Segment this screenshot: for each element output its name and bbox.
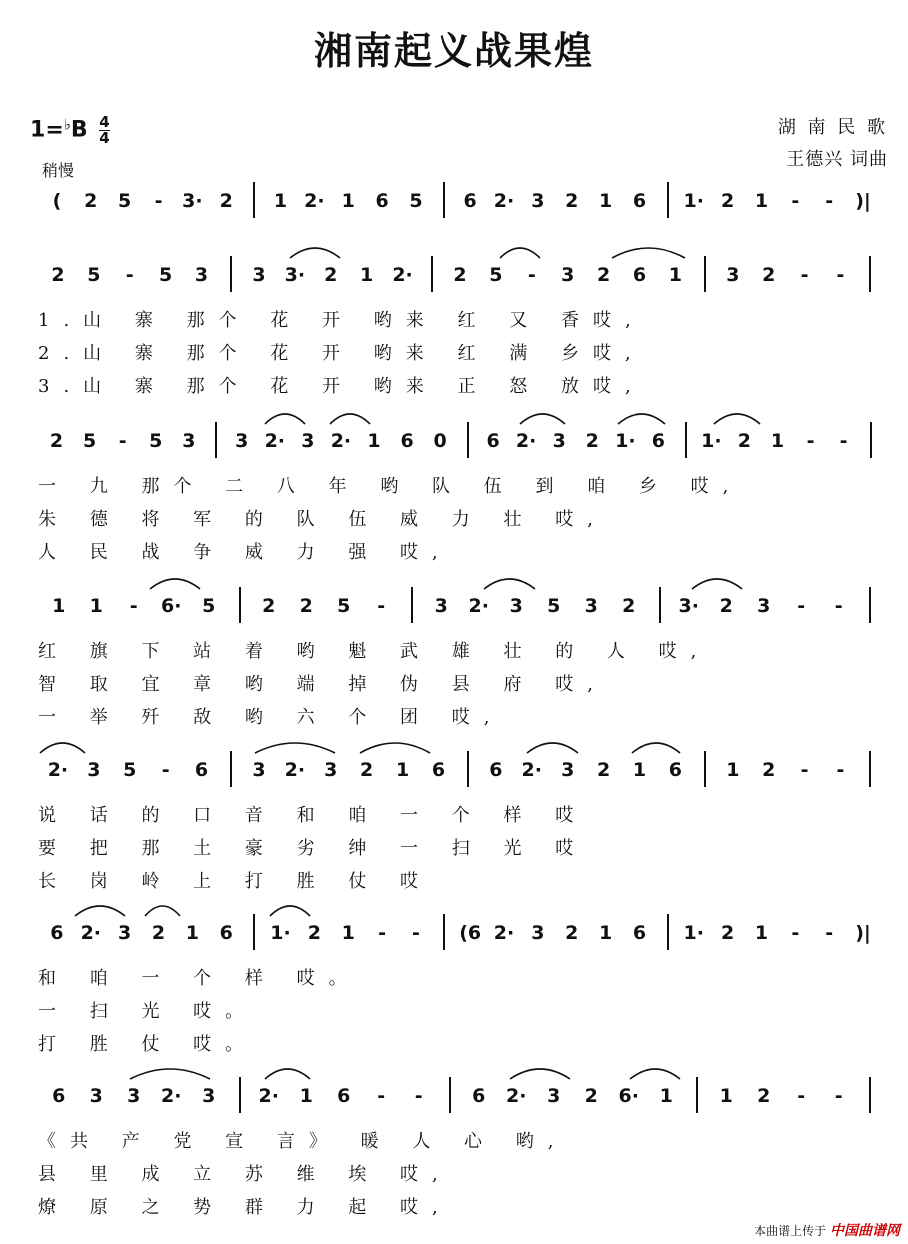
notation-row bbox=[0, 593, 908, 623]
note: - bbox=[834, 1085, 843, 1107]
note: - bbox=[834, 595, 843, 617]
key-equals: = bbox=[45, 117, 64, 143]
note: 2 bbox=[737, 430, 752, 452]
note: - bbox=[125, 264, 134, 286]
note: 3 bbox=[127, 1085, 141, 1107]
note: - bbox=[800, 759, 809, 781]
slur bbox=[630, 1069, 680, 1079]
note: - bbox=[377, 595, 386, 617]
bar-line bbox=[253, 914, 255, 950]
bar-line bbox=[869, 587, 871, 623]
slur bbox=[692, 579, 742, 589]
note: 1 bbox=[341, 190, 355, 212]
key-tonic: 1 bbox=[30, 117, 46, 143]
notation-row bbox=[0, 1083, 908, 1113]
note: )| bbox=[855, 922, 871, 944]
notation-row bbox=[0, 188, 908, 218]
note: - bbox=[791, 190, 800, 212]
slur bbox=[330, 414, 370, 424]
note: 1· bbox=[683, 922, 704, 944]
note: 3 bbox=[89, 1085, 103, 1107]
bar-line bbox=[667, 182, 669, 218]
bar-line bbox=[685, 422, 687, 458]
bar-line bbox=[431, 256, 433, 292]
note: 3 bbox=[252, 264, 266, 286]
note: 1· bbox=[701, 430, 722, 452]
note: 3 bbox=[252, 759, 266, 781]
note: 3 bbox=[552, 430, 566, 452]
note: 6 bbox=[651, 430, 666, 452]
slur bbox=[130, 1069, 210, 1079]
lyric-line: 一 扫 光 哎。 bbox=[38, 1001, 258, 1022]
notation-row bbox=[0, 920, 908, 950]
note: 1 bbox=[632, 759, 647, 781]
flat-icon: ♭ bbox=[63, 115, 71, 134]
note: 2· bbox=[330, 430, 352, 452]
lyric-line: 一 九 那个 二 八 年 哟 队 伍 到 咱 乡 哎, bbox=[38, 476, 743, 497]
note: 5 bbox=[202, 595, 216, 617]
lyric-line: 一 举 歼 敌 哟 六 个 团 哎, bbox=[38, 707, 504, 728]
time-signature-top: 4 bbox=[99, 113, 110, 131]
note: - bbox=[836, 264, 845, 286]
note: (6 bbox=[459, 922, 482, 944]
note: 6 bbox=[472, 1085, 486, 1107]
note: - bbox=[527, 264, 536, 286]
note: - bbox=[797, 1085, 806, 1107]
note: 5 bbox=[87, 264, 101, 286]
note: 1 bbox=[367, 430, 381, 452]
note: 2 bbox=[757, 1085, 771, 1107]
time-signature-bottom: 4 bbox=[99, 129, 110, 147]
bar-line bbox=[239, 1077, 241, 1113]
note: 2 bbox=[596, 264, 611, 286]
note: 6 bbox=[52, 1085, 66, 1107]
note: 3· bbox=[284, 264, 306, 286]
note: - bbox=[377, 1085, 386, 1107]
note: 6 bbox=[463, 190, 477, 212]
note: 2· bbox=[392, 264, 413, 286]
bar-line bbox=[449, 1077, 451, 1113]
note: 2 bbox=[585, 430, 599, 452]
lyric-line: 2.山 寨 那个 花 开 哟来 红 满 乡哎, bbox=[38, 343, 645, 364]
note: 6 bbox=[375, 190, 389, 212]
origin-credit: 湖 南 民 歌 bbox=[777, 117, 888, 138]
note: 1 bbox=[52, 595, 66, 617]
slur bbox=[510, 1069, 570, 1079]
note: 6 bbox=[632, 190, 647, 212]
note: 6 bbox=[486, 430, 500, 452]
note: 3· bbox=[678, 595, 699, 617]
note: - bbox=[414, 1085, 423, 1107]
note: 5 bbox=[489, 264, 503, 286]
bar-line bbox=[869, 256, 871, 292]
note: 3 bbox=[547, 1085, 561, 1107]
site-brand: 中国曲谱网 bbox=[830, 1223, 900, 1239]
note: 3 bbox=[182, 430, 196, 452]
key-signature bbox=[30, 115, 110, 146]
note: - bbox=[378, 922, 387, 944]
note: 2· bbox=[258, 1085, 279, 1107]
slur bbox=[75, 906, 125, 916]
time-signature bbox=[99, 115, 109, 146]
note: 1 bbox=[719, 1085, 733, 1107]
slur bbox=[500, 248, 540, 258]
lyric-line: 1.山 寨 那个 花 开 哟来 红 又 香哎, bbox=[38, 310, 645, 331]
note: 2 bbox=[622, 595, 636, 617]
note: 2 bbox=[453, 264, 467, 286]
slur bbox=[484, 579, 535, 589]
lyric-line: 燎 原 之 势 群 力 起 哎, bbox=[38, 1197, 452, 1218]
note: 6 bbox=[632, 922, 647, 944]
note: ( bbox=[52, 190, 62, 212]
note: 1 bbox=[341, 922, 355, 944]
lyric-line: 县 里 成 立 苏 维 埃 哎, bbox=[38, 1164, 452, 1185]
bar-line bbox=[443, 914, 445, 950]
note: 5 bbox=[547, 595, 561, 617]
note: 2· bbox=[493, 190, 515, 212]
note: 5 bbox=[82, 430, 97, 452]
slur bbox=[612, 248, 685, 258]
note: 3 bbox=[561, 264, 575, 286]
notation-row bbox=[0, 262, 908, 292]
note: - bbox=[836, 759, 845, 781]
slur bbox=[40, 743, 85, 753]
note: - bbox=[129, 595, 138, 617]
note: 3 bbox=[561, 759, 575, 781]
note: 2· bbox=[80, 922, 102, 944]
note: 6 bbox=[668, 759, 682, 781]
slur bbox=[255, 743, 335, 753]
slur bbox=[618, 414, 665, 424]
note: 1 bbox=[360, 264, 374, 286]
note: - bbox=[797, 595, 806, 617]
note: 2· bbox=[521, 759, 543, 781]
note: - bbox=[825, 922, 834, 944]
note: 1 bbox=[599, 190, 613, 212]
note: 2 bbox=[596, 759, 611, 781]
note: 6 bbox=[219, 922, 233, 944]
note: 3 bbox=[87, 759, 101, 781]
slur bbox=[632, 743, 680, 753]
bar-line bbox=[443, 182, 445, 218]
note: 5 bbox=[149, 430, 163, 452]
note: 1 bbox=[726, 759, 740, 781]
note: 3 bbox=[118, 922, 132, 944]
bar-line bbox=[230, 751, 232, 787]
note: 2· bbox=[515, 430, 537, 452]
note: 2 bbox=[151, 922, 166, 944]
note: - bbox=[412, 922, 420, 944]
note: 1 bbox=[599, 922, 613, 944]
note: 6· bbox=[618, 1085, 639, 1107]
bar-line bbox=[253, 182, 255, 218]
slur bbox=[290, 248, 340, 258]
note: 2 bbox=[565, 190, 579, 212]
slur bbox=[145, 906, 180, 916]
note: 2 bbox=[584, 1085, 598, 1107]
note: 3 bbox=[531, 922, 545, 944]
note: - bbox=[154, 190, 163, 212]
note: 2 bbox=[84, 190, 98, 212]
note: 6 bbox=[194, 759, 209, 781]
note: 3 bbox=[509, 595, 523, 617]
note: - bbox=[118, 430, 127, 452]
upload-footer bbox=[754, 1220, 900, 1240]
note: 3 bbox=[301, 430, 315, 452]
note: 2 bbox=[324, 264, 338, 286]
song-title: 湘南起义战果煌 bbox=[313, 28, 594, 73]
lyric-line: 红 旗 下 站 着 哟 魁 武 雄 壮 的 人 哎, bbox=[38, 641, 711, 662]
note: 1 bbox=[299, 1085, 313, 1107]
lyric-line: 打 胜 仗 哎。 bbox=[38, 1034, 258, 1055]
bar-line bbox=[869, 751, 871, 787]
note: 2 bbox=[565, 922, 579, 944]
bar-line bbox=[659, 587, 661, 623]
author-credit: 王德兴 词曲 bbox=[786, 149, 888, 170]
note: 6 bbox=[337, 1085, 351, 1107]
note: 2 bbox=[51, 264, 65, 286]
note: 2 bbox=[360, 759, 374, 781]
note: 2 bbox=[762, 264, 776, 286]
slur bbox=[520, 414, 565, 424]
note: 2· bbox=[284, 759, 306, 781]
note: 1 bbox=[273, 190, 288, 212]
note: 2· bbox=[304, 190, 325, 212]
footer-text: 本曲谱上传于 bbox=[754, 1224, 827, 1238]
note: 3 bbox=[235, 430, 249, 452]
note: 3 bbox=[434, 595, 448, 617]
note: 3 bbox=[584, 595, 598, 617]
lyric-line: 长 岗 岭 上 打 胜 仗 哎 bbox=[38, 871, 433, 892]
note: 1· bbox=[615, 430, 636, 452]
note: 3 bbox=[194, 264, 209, 286]
lyric-line: 说 话 的 口 音 和 咱 一 个 样 哎 bbox=[38, 805, 588, 826]
note: 3 bbox=[202, 1085, 216, 1107]
slur bbox=[265, 1069, 310, 1079]
note: 2· bbox=[493, 922, 515, 944]
note: 6 bbox=[400, 430, 414, 452]
note: 2· bbox=[161, 1085, 182, 1107]
note: - bbox=[839, 430, 848, 452]
note: 2 bbox=[720, 190, 735, 212]
note: 2 bbox=[720, 922, 735, 944]
tempo-marking: 稍慢 bbox=[42, 161, 75, 180]
note: 5 bbox=[123, 759, 137, 781]
note: 1· bbox=[683, 190, 704, 212]
note: 1 bbox=[659, 1085, 673, 1107]
note: 1 bbox=[395, 759, 410, 781]
note: )| bbox=[855, 190, 871, 212]
bar-line bbox=[704, 256, 706, 292]
lyric-line: 朱 德 将 军 的 队 伍 威 力 壮 哎, bbox=[38, 509, 607, 530]
note: 2· bbox=[468, 595, 489, 617]
note: 2· bbox=[47, 759, 69, 781]
note: - bbox=[825, 190, 834, 212]
notation-row bbox=[0, 757, 908, 787]
note: 3· bbox=[182, 190, 203, 212]
bar-line bbox=[704, 751, 706, 787]
bar-line bbox=[869, 1077, 871, 1113]
note: 2 bbox=[219, 190, 233, 212]
note: 1 bbox=[754, 922, 769, 944]
note: 2 bbox=[49, 430, 64, 452]
note: 6 bbox=[50, 922, 64, 944]
key-note: B bbox=[70, 117, 88, 143]
note: 1 bbox=[185, 922, 200, 944]
note: 2· bbox=[506, 1085, 527, 1107]
bar-line bbox=[230, 256, 232, 292]
note: 3 bbox=[531, 190, 545, 212]
note: 3 bbox=[324, 759, 338, 781]
lyric-line: 要 把 那 土 豪 劣 绅 一 扫 光 哎 bbox=[38, 838, 588, 859]
slur bbox=[527, 743, 578, 753]
note: 2 bbox=[762, 759, 776, 781]
bar-line bbox=[467, 751, 469, 787]
bar-line bbox=[667, 914, 669, 950]
note: 0 bbox=[433, 430, 447, 452]
bar-line bbox=[411, 587, 413, 623]
notation-row bbox=[0, 428, 908, 458]
lyric-line: 人 民 战 争 威 力 强 哎, bbox=[38, 542, 452, 563]
bar-line bbox=[870, 422, 872, 458]
note: 6 bbox=[489, 759, 503, 781]
slur bbox=[270, 906, 310, 916]
bar-line bbox=[467, 422, 469, 458]
slur bbox=[360, 743, 430, 753]
note: - bbox=[806, 430, 815, 452]
note: 2 bbox=[719, 595, 733, 617]
bar-line bbox=[215, 422, 217, 458]
slur bbox=[265, 414, 305, 424]
lyric-line: 智 取 宜 章 哟 端 掉 伪 县 府 哎, bbox=[38, 674, 607, 695]
note: 2 bbox=[262, 595, 276, 617]
note: 3 bbox=[757, 595, 771, 617]
note: 5 bbox=[409, 190, 423, 212]
note: 3 bbox=[726, 264, 740, 286]
note: 6· bbox=[161, 595, 182, 617]
note: 1 bbox=[89, 595, 103, 617]
slur bbox=[714, 414, 760, 424]
note: 1· bbox=[270, 922, 291, 944]
note: 5 bbox=[118, 190, 132, 212]
note: 5 bbox=[337, 595, 351, 617]
note: 5 bbox=[159, 264, 173, 286]
bar-line bbox=[239, 587, 241, 623]
lyric-line: 3.山 寨 那个 花 开 哟来 正 怒 放哎, bbox=[38, 376, 645, 397]
lyric-line: 《共 产 党 宣 言》 暖 人 心 哟, bbox=[38, 1131, 568, 1152]
note: 2 bbox=[299, 595, 313, 617]
note: 6 bbox=[632, 264, 647, 286]
bar-line bbox=[696, 1077, 698, 1113]
note: 1 bbox=[770, 430, 785, 452]
note: 1 bbox=[668, 264, 682, 286]
note: 1 bbox=[754, 190, 769, 212]
note: - bbox=[791, 922, 800, 944]
note: - bbox=[800, 264, 809, 286]
note: 6 bbox=[431, 759, 446, 781]
note: 2 bbox=[307, 922, 321, 944]
lyric-line: 和 咱 一 个 样 哎。 bbox=[38, 968, 361, 989]
note: - bbox=[161, 759, 170, 781]
note: 2· bbox=[264, 430, 286, 452]
slur bbox=[150, 579, 200, 589]
